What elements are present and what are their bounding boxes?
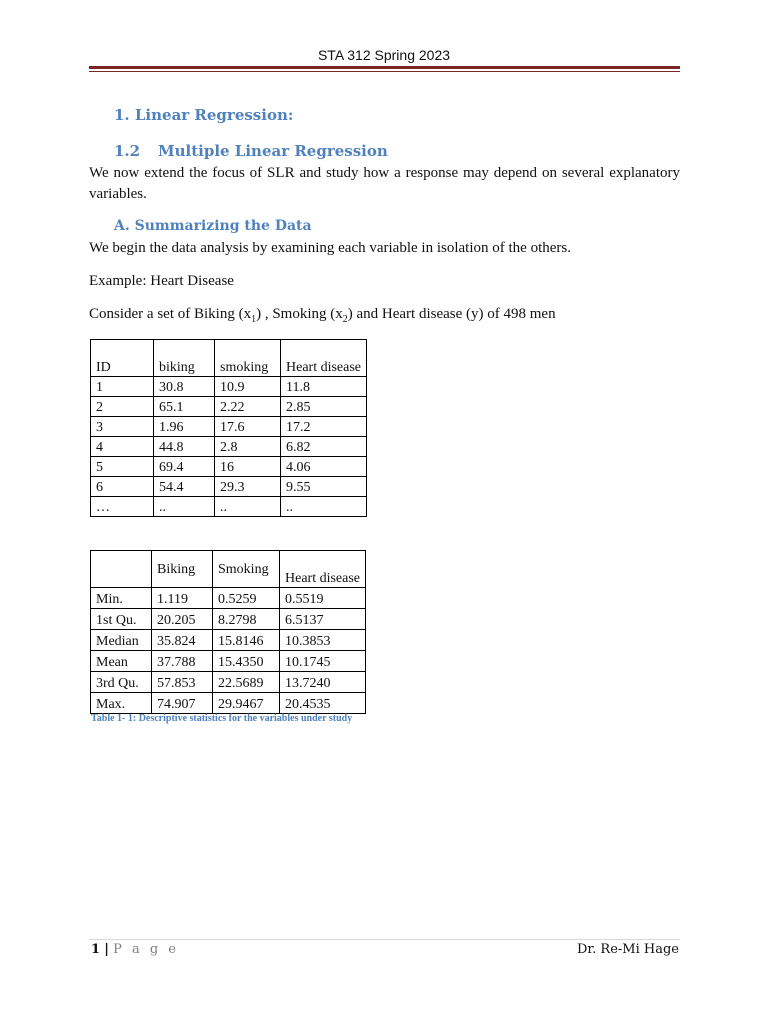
table-cell: 35.824	[152, 630, 213, 651]
table-cell: 6	[91, 477, 154, 497]
table-row	[91, 477, 367, 497]
intro-paragraph: We now extend the focus of SLR and study how a response may depend on several explanatory variables.	[89, 165, 680, 202]
stats-header-cell: Biking	[152, 551, 213, 588]
table-cell: 9.55	[281, 477, 367, 497]
table-cell: 2.85	[281, 397, 367, 417]
consider-text-1: Consider a set of Biking (x	[89, 306, 252, 322]
footer-rule	[89, 939, 680, 940]
heading-summarizing-data: A. Summarizing the Data	[114, 218, 312, 234]
table-row	[91, 609, 366, 630]
data-header-row	[91, 340, 367, 377]
stats-header-cell: Smoking	[213, 551, 280, 588]
table-caption: Table 1- 1: Descriptive statistics for the variables under study	[91, 713, 353, 724]
table-cell: 10.3853	[280, 630, 366, 651]
table-cell: 3rd Qu.	[91, 672, 152, 693]
table-cell: 4.06	[281, 457, 367, 477]
table-cell: 1	[91, 377, 154, 397]
footer-page-label	[91, 942, 179, 957]
table-row	[91, 630, 366, 651]
table-cell: 11.8	[281, 377, 367, 397]
table-cell: 16	[215, 457, 281, 477]
page-number: 1	[91, 942, 101, 957]
table-cell: 10.9	[215, 377, 281, 397]
table-cell: 1st Qu.	[91, 609, 152, 630]
table-cell: 29.3	[215, 477, 281, 497]
table-cell: 74.907	[152, 693, 213, 714]
table-cell: 3	[91, 417, 154, 437]
table-cell: 17.2	[281, 417, 367, 437]
table-cell: 0.5259	[213, 588, 280, 609]
page-separator: |	[104, 942, 109, 957]
table-cell: 30.8	[154, 377, 215, 397]
table-row	[91, 651, 366, 672]
footer-author: Dr. Re-Mi Hage	[576, 942, 679, 957]
table-cell: Max.	[91, 693, 152, 714]
page-header-title: STA 312 Spring 2023	[317, 47, 451, 63]
begin-paragraph: We begin the data analysis by examining each variable in isolation of the others.	[89, 240, 571, 256]
table-cell: 6.82	[281, 437, 367, 457]
table-cell: Mean	[91, 651, 152, 672]
example-paragraph: Example: Heart Disease	[89, 273, 234, 289]
table-row	[91, 588, 366, 609]
table-cell: 65.1	[154, 397, 215, 417]
page-word: P a g e	[113, 942, 179, 957]
table-cell: 29.9467	[213, 693, 280, 714]
table-cell: Min.	[91, 588, 152, 609]
table-cell: 0.5519	[280, 588, 366, 609]
table-row	[91, 397, 367, 417]
table-cell: 15.4350	[213, 651, 280, 672]
table-row	[91, 377, 367, 397]
table-cell: 17.6	[215, 417, 281, 437]
heading-multiple-linear-regression	[114, 142, 388, 160]
table-row	[91, 417, 367, 437]
table-cell: 5	[91, 457, 154, 477]
table-cell: 37.788	[152, 651, 213, 672]
subscript-2: 2	[342, 314, 348, 325]
table-cell: 22.5689	[213, 672, 280, 693]
table-row	[91, 497, 367, 517]
table-cell: 54.4	[154, 477, 215, 497]
table-cell: ..	[281, 497, 367, 517]
table-cell: 8.2798	[213, 609, 280, 630]
table-cell: 44.8	[154, 437, 215, 457]
data-header-cell: biking	[154, 340, 215, 377]
table-cell: 2.8	[215, 437, 281, 457]
descriptive-stats-table	[90, 550, 366, 714]
table-cell: 2	[91, 397, 154, 417]
table-cell: 10.1745	[280, 651, 366, 672]
table-cell: …	[91, 497, 154, 517]
table-cell: 6.5137	[280, 609, 366, 630]
section-number: 1.2	[114, 142, 141, 160]
consider-text-2: ) , Smoking (x	[256, 306, 343, 322]
stats-header-row	[91, 551, 366, 588]
consider-text-3: ) and Heart disease (y) of 498 men	[347, 306, 556, 322]
stats-header-cell	[91, 551, 152, 588]
section-title: Multiple Linear Regression	[158, 142, 388, 160]
data-table	[90, 339, 367, 517]
table-cell: 15.8146	[213, 630, 280, 651]
subscript-1: 1	[251, 314, 257, 325]
header-rule-thick	[89, 66, 680, 69]
stats-header-cell: Heart disease	[280, 551, 366, 588]
table-cell: 1.119	[152, 588, 213, 609]
table-cell: 57.853	[152, 672, 213, 693]
table-row	[91, 693, 366, 714]
table-row	[91, 672, 366, 693]
table-cell: Median	[91, 630, 152, 651]
table-cell: 13.7240	[280, 672, 366, 693]
table-cell: 20.205	[152, 609, 213, 630]
table-cell: 2.22	[215, 397, 281, 417]
consider-paragraph	[89, 304, 680, 330]
table-cell: ..	[154, 497, 215, 517]
data-header-cell: smoking	[215, 340, 281, 377]
table-cell: 69.4	[154, 457, 215, 477]
table-cell: 1.96	[154, 417, 215, 437]
heading-linear-regression: 1. Linear Regression:	[114, 106, 294, 124]
table-cell: ..	[215, 497, 281, 517]
data-header-cell: Heart disease	[281, 340, 367, 377]
table-cell: 4	[91, 437, 154, 457]
data-header-cell: ID	[91, 340, 154, 377]
header-rule-thin	[89, 71, 680, 72]
table-row	[91, 457, 367, 477]
table-row	[91, 437, 367, 457]
table-cell: 20.4535	[280, 693, 366, 714]
